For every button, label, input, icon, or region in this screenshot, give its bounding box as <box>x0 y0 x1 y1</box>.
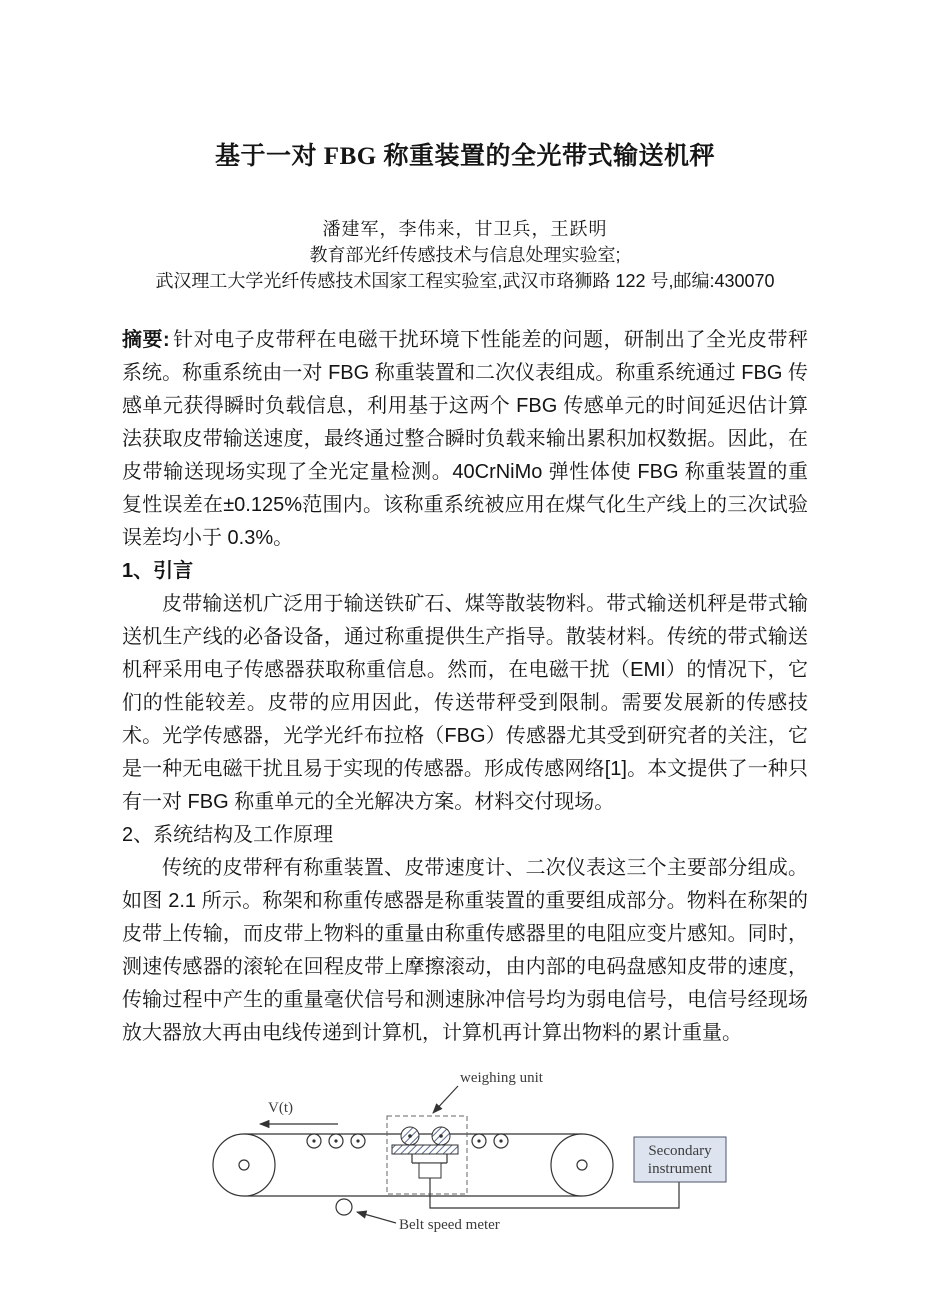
weighing-unit-dashed-box <box>387 1116 467 1194</box>
section-2-paragraph: 传统的皮带秤有称重装置、皮带速度计、二次仪表这三个主要部分组成。如图 2.1 所示。称架和称重传感器是称重装置的重要组成部分。物料在称架的皮带上传输，而皮带上物料的重量由称重传感器里的电阻应变片感知。同时，测速传感器的滚轮在回程皮带上摩擦滚动，由内部的电码盘感知皮带的速度，传输过程中产生的重量毫伏信号和测速脉冲信号均为弱电信号，电信号经现场放大器放大再由电线传递到计算机，计算机再计算出物料的累计重量。 <box>122 857 808 1044</box>
belt-speed-meter-arrow <box>357 1212 396 1223</box>
section-2-heading: 2、系统结构及工作原理 <box>122 824 334 846</box>
weighing-frame-bar <box>392 1145 458 1154</box>
belt-speed-meter-roller <box>336 1199 352 1215</box>
belt-velocity-label: V(t) <box>268 1100 293 1116</box>
section-1-heading: 1、引言 <box>122 560 194 582</box>
secondary-instrument-label-line2: instrument <box>647 1161 713 1177</box>
weighing-unit-arrow <box>433 1086 458 1113</box>
abstract-text: 针对电子皮带秤在电磁干扰环境下性能差的问题，研制出了全光皮带秤系统。称重系统由一对 FBG 称重装置和二次仪表组成。称重系统通过 FBG 传感单元获得瞬时负载信息，利用基于这两个 FBG 传感单元的时间延迟估计算法获取皮带输送速度，最终通过整合瞬时负载来输出累积加权数据。因此，在皮带输送现场实现了全光定量检测。40CrNiMo 弹性体使 FBG 称重装置的重复性误差在±0.125%范围内。该称重系统被应用在煤气化生产线上的三次试验误差均小于 0.3%。 <box>122 329 808 549</box>
left-pulley <box>213 1134 275 1196</box>
abstract-paragraph <box>122 324 808 555</box>
figure-2-1 <box>202 1062 808 1257</box>
weighing-rollers <box>401 1127 450 1145</box>
idler-rollers-right <box>472 1134 508 1148</box>
authors-line: 潘建军，李伟来，甘卫兵，王跃明 <box>322 219 608 239</box>
affiliation-line-1: 教育部光纤传感技术与信息处理实验室; <box>309 245 621 265</box>
belt-conveyor-diagram <box>202 1062 742 1252</box>
weighing-unit-label: weighing unit <box>460 1070 543 1086</box>
paper-title: 基于一对 FBG 称重装置的全光带式输送机秤 <box>215 143 715 170</box>
section-1-paragraph: 皮带输送机广泛用于输送铁矿石、煤等散装物料。带式输送机秤是带式输送机生产线的必备设备，通过称重提供生产指导。散装材料。传统的带式输送机秤采用电子传感器获取称重信息。然而，在电磁干扰（EMI）的情况下，它们的性能较差。皮带的应用因此，传送带秤受到限制。需要发展新的传感技术。光学传感器，光学光纤布拉格（FBG）传感器尤其受到研究者的关注，它是一种无电磁干扰且易于实现的传感器。形成传感网络[1]。本文提供了一种只有一对 FBG 称重单元的全光解决方案。材料交付现场。 <box>122 593 808 813</box>
abstract-label: 摘要: <box>122 329 170 351</box>
secondary-instrument-label-line1: Secondary <box>648 1143 712 1159</box>
secondary-instrument-box <box>634 1137 726 1182</box>
idler-rollers-left <box>307 1134 365 1148</box>
belt-speed-meter-label: Belt speed meter <box>399 1217 500 1233</box>
load-cell <box>412 1154 447 1178</box>
affiliation-line-2: 武汉理工大学光纤传感技术国家工程实验室,武汉市珞狮路 122 号,邮编:430070 <box>155 271 775 291</box>
right-pulley <box>551 1134 613 1196</box>
